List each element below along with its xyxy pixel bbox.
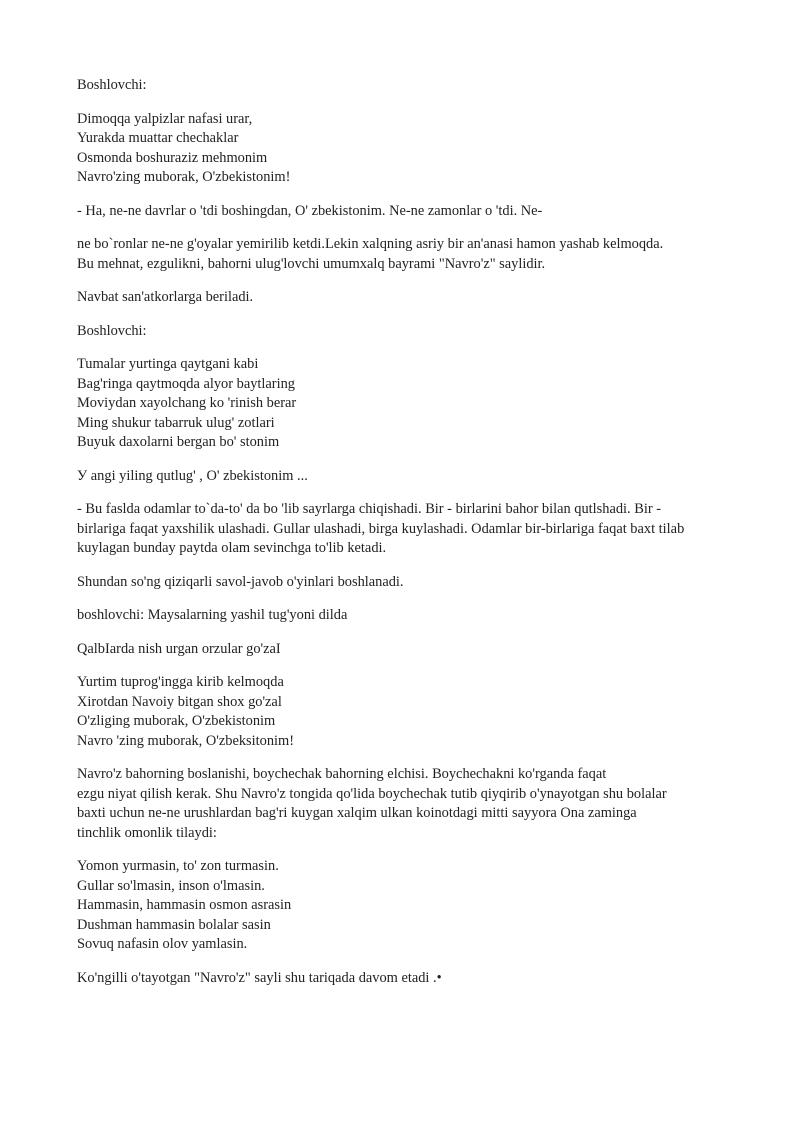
paragraph-line: ezgu niyat qilish kerak. Shu Navro'z tongida qo'lida boychechak tutib qiyqirib o'ynayotgan shu bolalar bbox=[77, 785, 667, 802]
poem-line: Yomon yurmasin, to' zon turmasin. bbox=[77, 858, 279, 874]
poem-line: Xirotdan Navoiy bitgan shox go'zal bbox=[77, 693, 282, 710]
poem-line: O'zliging muborak, O'zbekistonim bbox=[77, 713, 276, 729]
poem-line: Hammasin, hammasin osmon asrasin bbox=[77, 897, 292, 913]
paragraph-line: kuylagan bunday paytda olam sevinchga to'lib ketadi. bbox=[77, 540, 387, 556]
paragraph-1: - Ha, ne-ne davrlar o 'tdi boshingdan, O' zbekistonim. Ne-ne zamonlar o 'tdi. Ne- bbox=[77, 202, 543, 219]
poem-line: Osmonda boshuraziz mehmonim bbox=[77, 149, 268, 166]
poem-line: Dushman hammasin bolalar sasin bbox=[77, 916, 271, 933]
paragraph-line: ne bo`ronlar ne-ne g'oyalar yemirilib ketdi.Lekin xalqning asriy bir an'anasi hamon yashab kelmoqda. bbox=[77, 236, 664, 252]
poem-line: Navro 'zing muborak, O'zbeksitonim! bbox=[77, 732, 294, 749]
poem-line: Tumalar yurtinga qaytgani kabi bbox=[77, 356, 259, 372]
paragraph-line: baxti uchun ne-ne urushlardan bag'ri kuygan xalqim ulkan koinotdagi mitti sayyora Ona zaminga bbox=[77, 805, 637, 821]
paragraph-3: Navbat san'atkorlarga beriladi. bbox=[77, 289, 254, 305]
poem-line: Gullar so'lmasin, inson o'lmasin. bbox=[77, 877, 265, 894]
poem-line: Navro'zing muborak, O'zbekistonim! bbox=[77, 169, 291, 185]
poem-line: Dimoqqa yalpizlar nafasi urar, bbox=[77, 110, 253, 127]
poem-stanza-2 bbox=[77, 355, 727, 453]
poem-line: Ming shukur tabarruk ulug' zotlari bbox=[77, 414, 275, 431]
speaker-heading: Boshlovchi: bbox=[77, 77, 147, 93]
paragraph-2 bbox=[77, 235, 727, 274]
poem-line: Bag'ringa qaytmoqda alyor baytlaring bbox=[77, 375, 295, 392]
paragraph-9 bbox=[77, 765, 727, 843]
poem-stanza-3 bbox=[77, 673, 727, 751]
paragraph-8: QalbIarda nish urgan orzular go'zaI bbox=[77, 640, 281, 657]
poem-line: Yurakda muattar chechaklar bbox=[77, 130, 239, 146]
paragraph-5 bbox=[77, 500, 727, 559]
paragraph-7: boshlovchi: Maysalarning yashil tug'yoni dilda bbox=[77, 607, 348, 623]
poem-stanza-4 bbox=[77, 857, 727, 955]
paragraph-line: Bu mehnat, ezgulikni, bahorni ulug'lovchi umumxalq bayrami "Navro'z" saylidir. bbox=[77, 255, 546, 272]
paragraph-line: birlariga faqat yaxshilik ulashadi. Gullar ulashadi, birga kuylashadi. Odamlar bir-birlariga faqat baxt tilab bbox=[77, 520, 685, 537]
poem-stanza-1 bbox=[77, 110, 727, 188]
paragraph-line: tinchlik omonlik tilaydi: bbox=[77, 824, 217, 841]
speaker-heading: Boshlovchi: bbox=[77, 322, 147, 339]
paragraph-4: У angi yiling qutlug' , O' zbekistonim ... bbox=[77, 467, 308, 484]
paragraph-line: - Bu faslda odamlar to`da-to' da bo 'lib sayrlarga chiqishadi. Bir - birlarini bahor bilan qutlshadi. Bir - bbox=[77, 501, 662, 517]
document-page bbox=[77, 76, 727, 1002]
paragraph-10: Ko'ngilli o'tayotgan "Navro'z" sayli shu tariqada davom etadi .• bbox=[77, 969, 442, 986]
poem-line: Buyuk daxolarni bergan bo' stonim bbox=[77, 434, 280, 450]
poem-line: Sovuq nafasin olov yamlasin. bbox=[77, 936, 248, 952]
poem-line: Yurtim tuprog'ingga kirib kelmoqda bbox=[77, 674, 284, 690]
poem-line: Moviydan xayolchang ko 'rinish berar bbox=[77, 395, 297, 411]
paragraph-6: Shundan so'ng qiziqarli savol-javob o'yinlari boshlanadi. bbox=[77, 573, 404, 590]
paragraph-line: Navro'z bahorning boslanishi, boychechak bahorning elchisi. Boychechakni ko'rganda faqat bbox=[77, 766, 607, 782]
